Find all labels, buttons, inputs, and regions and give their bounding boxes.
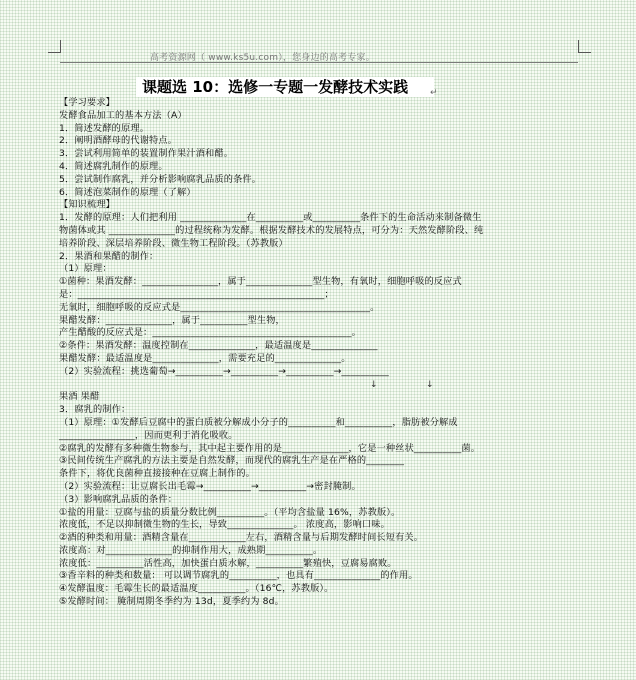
line-text: 2．阐明酒酵母的代谢特点。 xyxy=(59,135,178,147)
line-text: 条件下，将优良菌种直接接种在豆腐上制作的。 xyxy=(59,468,256,480)
line-text: 是：____________________________________________________； xyxy=(59,288,334,300)
text-line xyxy=(59,532,619,545)
line-text: ③香辛料的种类和数量： 可以调节腐乳的__________，也具有______________的作用。 xyxy=(59,570,418,582)
text-line xyxy=(59,263,619,276)
line-text: 3．腐乳的制作： xyxy=(59,404,131,416)
text-line xyxy=(59,135,619,148)
line-text: ④发酵温度：毛霉生长的最适温度__________。（16℃，苏教版）。 xyxy=(59,583,334,595)
line-text: 1．简述发酵的原理。 xyxy=(59,122,150,134)
text-line xyxy=(59,430,619,443)
text-line xyxy=(59,110,619,123)
line-text: 果酒 果醋 xyxy=(59,391,100,403)
text-line xyxy=(59,199,619,212)
header-rule xyxy=(60,62,578,63)
line-text: ①盐的用量：豆腐与盐的质量分数比例__________。（平均含盐量 16%，苏教版）。 xyxy=(59,506,401,518)
text-line xyxy=(59,340,619,353)
text-line xyxy=(59,545,619,558)
text-line xyxy=(59,455,619,468)
line-text: 【学习要求】 xyxy=(59,97,116,108)
text-line xyxy=(59,212,619,225)
line-text: 1．发酵的原理：人们把利用 ______________在__________或__________条件下的生命活动来制备微生 xyxy=(59,212,482,224)
text-line xyxy=(59,289,619,302)
text-line xyxy=(59,315,619,328)
line-text: 4．简述腐乳制作的原理。 xyxy=(59,160,168,172)
text-line xyxy=(59,174,619,187)
line-text: ③民间传统生产腐乳的方法主要是自然发酵，而现代的腐乳生产是在严格的________ xyxy=(59,455,405,467)
line-text: 浓度低，不足以抑制微生物的生长，导致______________。 浓度高，影响口味。 xyxy=(59,519,390,531)
paragraph-mark: ↵ xyxy=(430,88,438,98)
arrow-down-icon: ↓ xyxy=(370,379,378,390)
text-line xyxy=(59,187,619,200)
text-line xyxy=(59,391,619,404)
text-line xyxy=(59,481,619,494)
text-line xyxy=(59,558,619,571)
text-line xyxy=(59,225,619,238)
text-line xyxy=(59,596,619,609)
line-text: 5．尝试制作腐乳，并分析影响腐乳品质的条件。 xyxy=(59,173,262,185)
line-text: 物菌体或其 ______________的过程统称为发酵。根据发酵技术的发展特点，可分为：天然发酵阶段、纯 xyxy=(59,224,484,236)
document-body xyxy=(59,97,619,609)
text-line xyxy=(59,366,619,379)
line-text: （2）实验流程：让豆腐长出毛霉→__________→__________→密封腌制。 xyxy=(59,480,361,492)
line-text: ⑤发酵时间： 腌制周期冬季约为 13d，夏季约为 8d。 xyxy=(59,596,284,608)
crop-mark-top-right xyxy=(578,40,591,53)
text-line xyxy=(59,327,619,340)
line-text: （2）实验流程：挑选葡萄→__________→__________→__________→__________ xyxy=(59,365,389,377)
text-line xyxy=(59,353,619,366)
text-line xyxy=(59,468,619,481)
line-text: ②酒的种类和用量：酒精含量在____________左右，酒精含量与后期发酵时间长短有关。 xyxy=(59,532,424,544)
text-line xyxy=(59,417,619,430)
text-line xyxy=(59,148,619,161)
line-text: 6．简述泡菜制作的原理（了解） xyxy=(59,186,196,198)
arrow-row xyxy=(59,379,619,392)
line-text: 浓度高：对______________的抑制作用大，成熟期__________。 xyxy=(59,544,323,556)
document-title: 课题选 10：选修一专题一发酵技术实践 xyxy=(136,77,434,97)
line-text: 果醋发酵：______________，属于__________型生物， xyxy=(59,314,285,326)
text-line xyxy=(59,583,619,596)
line-text: 培养阶段、深层培养阶段、微生物工程阶段。（苏教版） xyxy=(59,237,288,249)
text-line xyxy=(59,161,619,174)
line-text: 3．尝试利用简单的装置制作果汁酒和醋。 xyxy=(59,148,234,160)
line-text: ①菌种：果酒发酵：________________，属于______________型生物，有氧时，细胞呼吸的反应式 xyxy=(59,276,462,288)
line-text: （1）原理：①发酵后豆腐中的蛋白质被分解成小分子的__________和__________，脂肪被分解成 xyxy=(59,416,458,428)
page-header: 高考资源网（ www.ks5u.com），您身边的高考专家。 xyxy=(150,53,375,63)
line-text: 2．果酒和果醋的制作： xyxy=(59,250,159,262)
line-text: （3）影响腐乳品质的条件： xyxy=(59,493,178,505)
text-line xyxy=(59,494,619,507)
text-line xyxy=(59,443,619,456)
text-line xyxy=(59,519,619,532)
line-text: ________________，因而更利于消化吸收。 xyxy=(59,429,238,441)
arrow-down-icon: ↓ xyxy=(426,379,434,390)
line-text: 浓度低：__________活性高，加快蛋白质水解，__________繁殖快，豆腐易腐败。 xyxy=(59,557,397,569)
line-text: 果醋发酵：最适温度是______________，需要充足的______________。 xyxy=(59,352,351,364)
line-text: ②条件：果酒发酵：温度控制在______________，最适温度是______________ xyxy=(59,340,378,352)
line-text: 产生醋酸的反应式是：__________________________________________。 xyxy=(59,327,361,339)
line-text: 无氧时，细胞呼吸的反应式是________________________________________。 xyxy=(59,301,380,313)
crop-mark-top-left xyxy=(48,40,61,53)
line-text: 发酵食品加工的基本方法（A） xyxy=(59,109,187,121)
line-text: ②腐乳的发酵有多种微生物参与，其中起主要作用的是______________，它是一种丝状__________菌。 xyxy=(59,442,481,454)
text-line xyxy=(59,123,619,136)
text-line xyxy=(59,404,619,417)
text-line xyxy=(59,238,619,251)
text-line xyxy=(59,507,619,520)
text-line xyxy=(59,570,619,583)
text-line xyxy=(59,251,619,264)
text-line xyxy=(59,302,619,315)
text-line xyxy=(59,97,619,110)
line-text: （1）原理： xyxy=(59,263,112,275)
text-line xyxy=(59,276,619,289)
line-text: 【知识梳理】 xyxy=(59,199,116,211)
